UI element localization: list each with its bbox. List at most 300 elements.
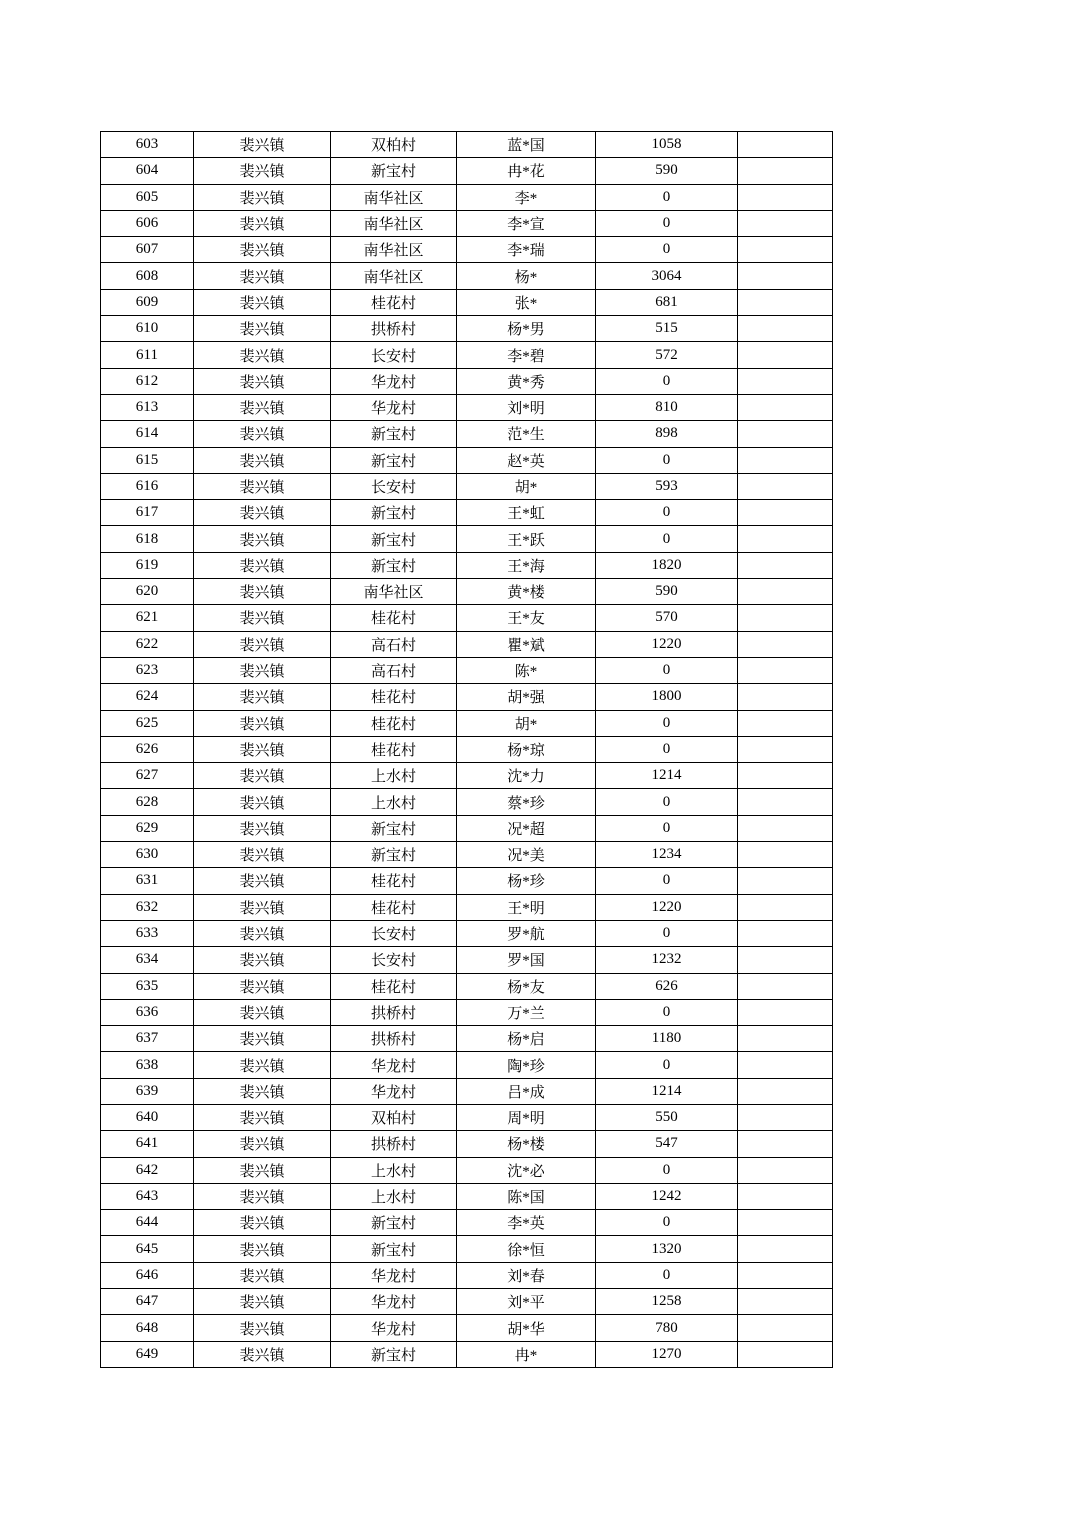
- cell-index: 605: [101, 184, 194, 210]
- cell-town: 裴兴镇: [194, 263, 331, 289]
- cell-town: 裴兴镇: [194, 1052, 331, 1078]
- cell-extra: [738, 684, 833, 710]
- table-row: [101, 1341, 833, 1367]
- cell-value: 1058: [596, 132, 738, 158]
- cell-extra: [738, 605, 833, 631]
- cell-name: 陈*: [457, 657, 596, 683]
- cell-index: 630: [101, 842, 194, 868]
- cell-town: 裴兴镇: [194, 684, 331, 710]
- table-row: [101, 815, 833, 841]
- cell-index: 643: [101, 1183, 194, 1209]
- cell-extra: [738, 763, 833, 789]
- cell-extra: [738, 736, 833, 762]
- cell-name: 瞿*斌: [457, 631, 596, 657]
- cell-index: 642: [101, 1157, 194, 1183]
- cell-index: 628: [101, 789, 194, 815]
- cell-name: 罗*航: [457, 920, 596, 946]
- table-row: [101, 394, 833, 420]
- cell-extra: [738, 1315, 833, 1341]
- table-row: [101, 973, 833, 999]
- cell-name: 冉*花: [457, 158, 596, 184]
- cell-extra: [738, 868, 833, 894]
- cell-value: 1242: [596, 1183, 738, 1209]
- cell-extra: [738, 1341, 833, 1367]
- cell-name: 杨*楼: [457, 1131, 596, 1157]
- cell-village: 长安村: [331, 920, 457, 946]
- cell-value: 515: [596, 316, 738, 342]
- cell-town: 裴兴镇: [194, 1026, 331, 1052]
- cell-name: 沈*必: [457, 1157, 596, 1183]
- cell-village: 新宝村: [331, 815, 457, 841]
- cell-extra: [738, 973, 833, 999]
- cell-village: 双柏村: [331, 1104, 457, 1130]
- cell-index: 644: [101, 1210, 194, 1236]
- cell-name: 李*瑞: [457, 237, 596, 263]
- cell-name: 杨*启: [457, 1026, 596, 1052]
- cell-name: 张*: [457, 289, 596, 315]
- cell-village: 华龙村: [331, 394, 457, 420]
- cell-extra: [738, 579, 833, 605]
- cell-extra: [738, 263, 833, 289]
- cell-town: 裴兴镇: [194, 184, 331, 210]
- cell-index: 616: [101, 473, 194, 499]
- cell-name: 赵*英: [457, 447, 596, 473]
- cell-extra: [738, 316, 833, 342]
- cell-index: 626: [101, 736, 194, 762]
- cell-name: 王*明: [457, 894, 596, 920]
- cell-value: 0: [596, 1157, 738, 1183]
- cell-town: 裴兴镇: [194, 631, 331, 657]
- cell-village: 南华社区: [331, 263, 457, 289]
- cell-town: 裴兴镇: [194, 500, 331, 526]
- cell-extra: [738, 526, 833, 552]
- cell-name: 胡*华: [457, 1315, 596, 1341]
- cell-index: 621: [101, 605, 194, 631]
- table-row: [101, 342, 833, 368]
- cell-value: 1214: [596, 763, 738, 789]
- cell-village: 拱桥村: [331, 999, 457, 1025]
- cell-value: 1258: [596, 1289, 738, 1315]
- cell-value: 570: [596, 605, 738, 631]
- cell-town: 裴兴镇: [194, 132, 331, 158]
- cell-index: 627: [101, 763, 194, 789]
- table-row: [101, 842, 833, 868]
- cell-village: 新宝村: [331, 552, 457, 578]
- cell-village: 南华社区: [331, 184, 457, 210]
- cell-town: 裴兴镇: [194, 210, 331, 236]
- cell-index: 622: [101, 631, 194, 657]
- cell-village: 南华社区: [331, 210, 457, 236]
- cell-index: 611: [101, 342, 194, 368]
- cell-extra: [738, 1052, 833, 1078]
- cell-value: 0: [596, 657, 738, 683]
- cell-name: 李*碧: [457, 342, 596, 368]
- cell-village: 长安村: [331, 947, 457, 973]
- cell-value: 593: [596, 473, 738, 499]
- cell-village: 高石村: [331, 657, 457, 683]
- table-row: [101, 210, 833, 236]
- cell-name: 沈*力: [457, 763, 596, 789]
- cell-name: 陶*珍: [457, 1052, 596, 1078]
- table-row: [101, 920, 833, 946]
- table-row: [101, 710, 833, 736]
- cell-village: 新宝村: [331, 526, 457, 552]
- table-row: [101, 631, 833, 657]
- cell-value: 810: [596, 394, 738, 420]
- cell-value: 1220: [596, 894, 738, 920]
- cell-value: 780: [596, 1315, 738, 1341]
- cell-extra: [738, 631, 833, 657]
- cell-index: 615: [101, 447, 194, 473]
- cell-town: 裴兴镇: [194, 579, 331, 605]
- cell-value: 0: [596, 237, 738, 263]
- cell-value: 626: [596, 973, 738, 999]
- cell-village: 拱桥村: [331, 1026, 457, 1052]
- table-row: [101, 736, 833, 762]
- cell-value: 1220: [596, 631, 738, 657]
- cell-town: 裴兴镇: [194, 894, 331, 920]
- cell-village: 新宝村: [331, 500, 457, 526]
- cell-extra: [738, 1026, 833, 1052]
- cell-extra: [738, 473, 833, 499]
- cell-village: 华龙村: [331, 1315, 457, 1341]
- cell-village: 桂花村: [331, 894, 457, 920]
- cell-index: 618: [101, 526, 194, 552]
- cell-extra: [738, 1157, 833, 1183]
- cell-town: 裴兴镇: [194, 473, 331, 499]
- cell-village: 华龙村: [331, 368, 457, 394]
- cell-name: 刘*明: [457, 394, 596, 420]
- cell-extra: [738, 999, 833, 1025]
- cell-village: 南华社区: [331, 579, 457, 605]
- cell-name: 周*明: [457, 1104, 596, 1130]
- cell-town: 裴兴镇: [194, 999, 331, 1025]
- cell-town: 裴兴镇: [194, 1262, 331, 1288]
- cell-index: 604: [101, 158, 194, 184]
- cell-extra: [738, 394, 833, 420]
- table-row: [101, 684, 833, 710]
- cell-name: 杨*珍: [457, 868, 596, 894]
- table-row: [101, 1289, 833, 1315]
- cell-index: 645: [101, 1236, 194, 1262]
- cell-value: 0: [596, 210, 738, 236]
- cell-value: 0: [596, 368, 738, 394]
- cell-town: 裴兴镇: [194, 421, 331, 447]
- cell-name: 吕*成: [457, 1078, 596, 1104]
- cell-village: 桂花村: [331, 710, 457, 736]
- cell-village: 上水村: [331, 1183, 457, 1209]
- cell-index: 614: [101, 421, 194, 447]
- cell-value: 590: [596, 579, 738, 605]
- cell-name: 蔡*珍: [457, 789, 596, 815]
- cell-extra: [738, 1210, 833, 1236]
- cell-value: 1234: [596, 842, 738, 868]
- cell-town: 裴兴镇: [194, 552, 331, 578]
- table-row: [101, 421, 833, 447]
- cell-name: 王*虹: [457, 500, 596, 526]
- cell-town: 裴兴镇: [194, 1236, 331, 1262]
- cell-village: 长安村: [331, 342, 457, 368]
- cell-village: 拱桥村: [331, 316, 457, 342]
- table-row: [101, 947, 833, 973]
- cell-value: 1214: [596, 1078, 738, 1104]
- cell-name: 胡*强: [457, 684, 596, 710]
- cell-extra: [738, 1289, 833, 1315]
- cell-extra: [738, 1183, 833, 1209]
- table-row: [101, 1315, 833, 1341]
- cell-village: 新宝村: [331, 158, 457, 184]
- table-row: [101, 316, 833, 342]
- cell-value: 1270: [596, 1341, 738, 1367]
- cell-town: 裴兴镇: [194, 973, 331, 999]
- table-row: [101, 1104, 833, 1130]
- table-row: [101, 158, 833, 184]
- cell-village: 新宝村: [331, 1210, 457, 1236]
- cell-town: 裴兴镇: [194, 789, 331, 815]
- cell-village: 新宝村: [331, 447, 457, 473]
- cell-village: 华龙村: [331, 1262, 457, 1288]
- cell-name: 李*宣: [457, 210, 596, 236]
- cell-value: 0: [596, 447, 738, 473]
- cell-index: 629: [101, 815, 194, 841]
- cell-town: 裴兴镇: [194, 1183, 331, 1209]
- cell-name: 李*英: [457, 1210, 596, 1236]
- cell-town: 裴兴镇: [194, 526, 331, 552]
- cell-village: 新宝村: [331, 1341, 457, 1367]
- table-row: [101, 552, 833, 578]
- cell-town: 裴兴镇: [194, 1289, 331, 1315]
- cell-extra: [738, 815, 833, 841]
- cell-name: 胡*: [457, 473, 596, 499]
- cell-extra: [738, 657, 833, 683]
- table-row: [101, 789, 833, 815]
- cell-index: 603: [101, 132, 194, 158]
- cell-index: 608: [101, 263, 194, 289]
- table-row: [101, 289, 833, 315]
- cell-extra: [738, 842, 833, 868]
- cell-extra: [738, 237, 833, 263]
- cell-index: 647: [101, 1289, 194, 1315]
- cell-index: 624: [101, 684, 194, 710]
- cell-value: 0: [596, 999, 738, 1025]
- cell-town: 裴兴镇: [194, 868, 331, 894]
- cell-town: 裴兴镇: [194, 1131, 331, 1157]
- cell-name: 刘*平: [457, 1289, 596, 1315]
- cell-value: 0: [596, 789, 738, 815]
- cell-index: 638: [101, 1052, 194, 1078]
- cell-index: 619: [101, 552, 194, 578]
- cell-index: 646: [101, 1262, 194, 1288]
- cell-town: 裴兴镇: [194, 842, 331, 868]
- cell-index: 632: [101, 894, 194, 920]
- table-row: [101, 1052, 833, 1078]
- cell-name: 杨*: [457, 263, 596, 289]
- table-row: [101, 868, 833, 894]
- cell-village: 上水村: [331, 763, 457, 789]
- cell-value: 1232: [596, 947, 738, 973]
- cell-name: 王*跃: [457, 526, 596, 552]
- cell-town: 裴兴镇: [194, 394, 331, 420]
- cell-name: 黄*楼: [457, 579, 596, 605]
- cell-index: 633: [101, 920, 194, 946]
- cell-village: 高石村: [331, 631, 457, 657]
- cell-village: 新宝村: [331, 842, 457, 868]
- table-row: [101, 1236, 833, 1262]
- cell-town: 裴兴镇: [194, 1078, 331, 1104]
- cell-value: 0: [596, 184, 738, 210]
- cell-index: 609: [101, 289, 194, 315]
- cell-village: 桂花村: [331, 605, 457, 631]
- cell-value: 0: [596, 920, 738, 946]
- cell-extra: [738, 1104, 833, 1130]
- cell-index: 613: [101, 394, 194, 420]
- cell-name: 胡*: [457, 710, 596, 736]
- table-row: [101, 1078, 833, 1104]
- data-table: [100, 131, 833, 1368]
- table-body: [101, 132, 833, 1368]
- cell-village: 新宝村: [331, 1236, 457, 1262]
- cell-extra: [738, 1131, 833, 1157]
- cell-value: 1320: [596, 1236, 738, 1262]
- cell-extra: [738, 368, 833, 394]
- cell-extra: [738, 158, 833, 184]
- cell-value: 572: [596, 342, 738, 368]
- cell-extra: [738, 421, 833, 447]
- cell-town: 裴兴镇: [194, 1315, 331, 1341]
- cell-value: 590: [596, 158, 738, 184]
- cell-village: 桂花村: [331, 736, 457, 762]
- cell-value: 550: [596, 1104, 738, 1130]
- cell-index: 612: [101, 368, 194, 394]
- cell-town: 裴兴镇: [194, 657, 331, 683]
- cell-index: 637: [101, 1026, 194, 1052]
- cell-value: 0: [596, 500, 738, 526]
- cell-town: 裴兴镇: [194, 1104, 331, 1130]
- cell-extra: [738, 894, 833, 920]
- cell-extra: [738, 342, 833, 368]
- cell-village: 上水村: [331, 789, 457, 815]
- cell-town: 裴兴镇: [194, 815, 331, 841]
- cell-extra: [738, 920, 833, 946]
- cell-index: 636: [101, 999, 194, 1025]
- cell-value: 681: [596, 289, 738, 315]
- cell-index: 641: [101, 1131, 194, 1157]
- cell-extra: [738, 132, 833, 158]
- table-row: [101, 1183, 833, 1209]
- cell-name: 王*海: [457, 552, 596, 578]
- cell-name: 罗*国: [457, 947, 596, 973]
- cell-extra: [738, 710, 833, 736]
- cell-town: 裴兴镇: [194, 736, 331, 762]
- table-row: [101, 1026, 833, 1052]
- cell-extra: [738, 1078, 833, 1104]
- table-row: [101, 132, 833, 158]
- cell-town: 裴兴镇: [194, 763, 331, 789]
- cell-extra: [738, 1236, 833, 1262]
- cell-value: 898: [596, 421, 738, 447]
- cell-value: 547: [596, 1131, 738, 1157]
- cell-value: 0: [596, 1052, 738, 1078]
- cell-index: 639: [101, 1078, 194, 1104]
- cell-town: 裴兴镇: [194, 1210, 331, 1236]
- cell-extra: [738, 500, 833, 526]
- cell-index: 625: [101, 710, 194, 736]
- table-row: [101, 447, 833, 473]
- cell-value: 1180: [596, 1026, 738, 1052]
- cell-village: 南华社区: [331, 237, 457, 263]
- cell-village: 桂花村: [331, 868, 457, 894]
- cell-town: 裴兴镇: [194, 158, 331, 184]
- cell-extra: [738, 210, 833, 236]
- cell-value: 0: [596, 1262, 738, 1288]
- cell-index: 649: [101, 1341, 194, 1367]
- table-row: [101, 579, 833, 605]
- cell-town: 裴兴镇: [194, 237, 331, 263]
- table-row: [101, 763, 833, 789]
- table-row: [101, 657, 833, 683]
- cell-index: 623: [101, 657, 194, 683]
- cell-value: 1820: [596, 552, 738, 578]
- cell-town: 裴兴镇: [194, 1157, 331, 1183]
- table-row: [101, 237, 833, 263]
- cell-extra: [738, 947, 833, 973]
- cell-index: 617: [101, 500, 194, 526]
- table-row: [101, 894, 833, 920]
- cell-extra: [738, 447, 833, 473]
- cell-extra: [738, 1262, 833, 1288]
- cell-extra: [738, 789, 833, 815]
- table-row: [101, 605, 833, 631]
- cell-index: 607: [101, 237, 194, 263]
- cell-name: 杨*琼: [457, 736, 596, 762]
- table-row: [101, 263, 833, 289]
- cell-name: 万*兰: [457, 999, 596, 1025]
- cell-village: 长安村: [331, 473, 457, 499]
- cell-village: 桂花村: [331, 973, 457, 999]
- cell-value: 0: [596, 868, 738, 894]
- cell-town: 裴兴镇: [194, 289, 331, 315]
- cell-value: 0: [596, 736, 738, 762]
- cell-name: 杨*友: [457, 973, 596, 999]
- cell-index: 606: [101, 210, 194, 236]
- cell-name: 范*生: [457, 421, 596, 447]
- cell-name: 冉*: [457, 1341, 596, 1367]
- cell-village: 拱桥村: [331, 1131, 457, 1157]
- cell-town: 裴兴镇: [194, 947, 331, 973]
- cell-value: 1800: [596, 684, 738, 710]
- cell-index: 631: [101, 868, 194, 894]
- cell-village: 桂花村: [331, 289, 457, 315]
- cell-town: 裴兴镇: [194, 368, 331, 394]
- cell-village: 上水村: [331, 1157, 457, 1183]
- cell-index: 610: [101, 316, 194, 342]
- cell-extra: [738, 552, 833, 578]
- table-container: [100, 131, 833, 1368]
- cell-name: 黄*秀: [457, 368, 596, 394]
- table-row: [101, 1157, 833, 1183]
- table-row: [101, 500, 833, 526]
- table-row: [101, 1210, 833, 1236]
- cell-value: 0: [596, 710, 738, 736]
- cell-index: 634: [101, 947, 194, 973]
- cell-name: 蓝*国: [457, 132, 596, 158]
- table-row: [101, 184, 833, 210]
- cell-index: 635: [101, 973, 194, 999]
- cell-value: 3064: [596, 263, 738, 289]
- table-row: [101, 368, 833, 394]
- cell-name: 陈*国: [457, 1183, 596, 1209]
- cell-town: 裴兴镇: [194, 316, 331, 342]
